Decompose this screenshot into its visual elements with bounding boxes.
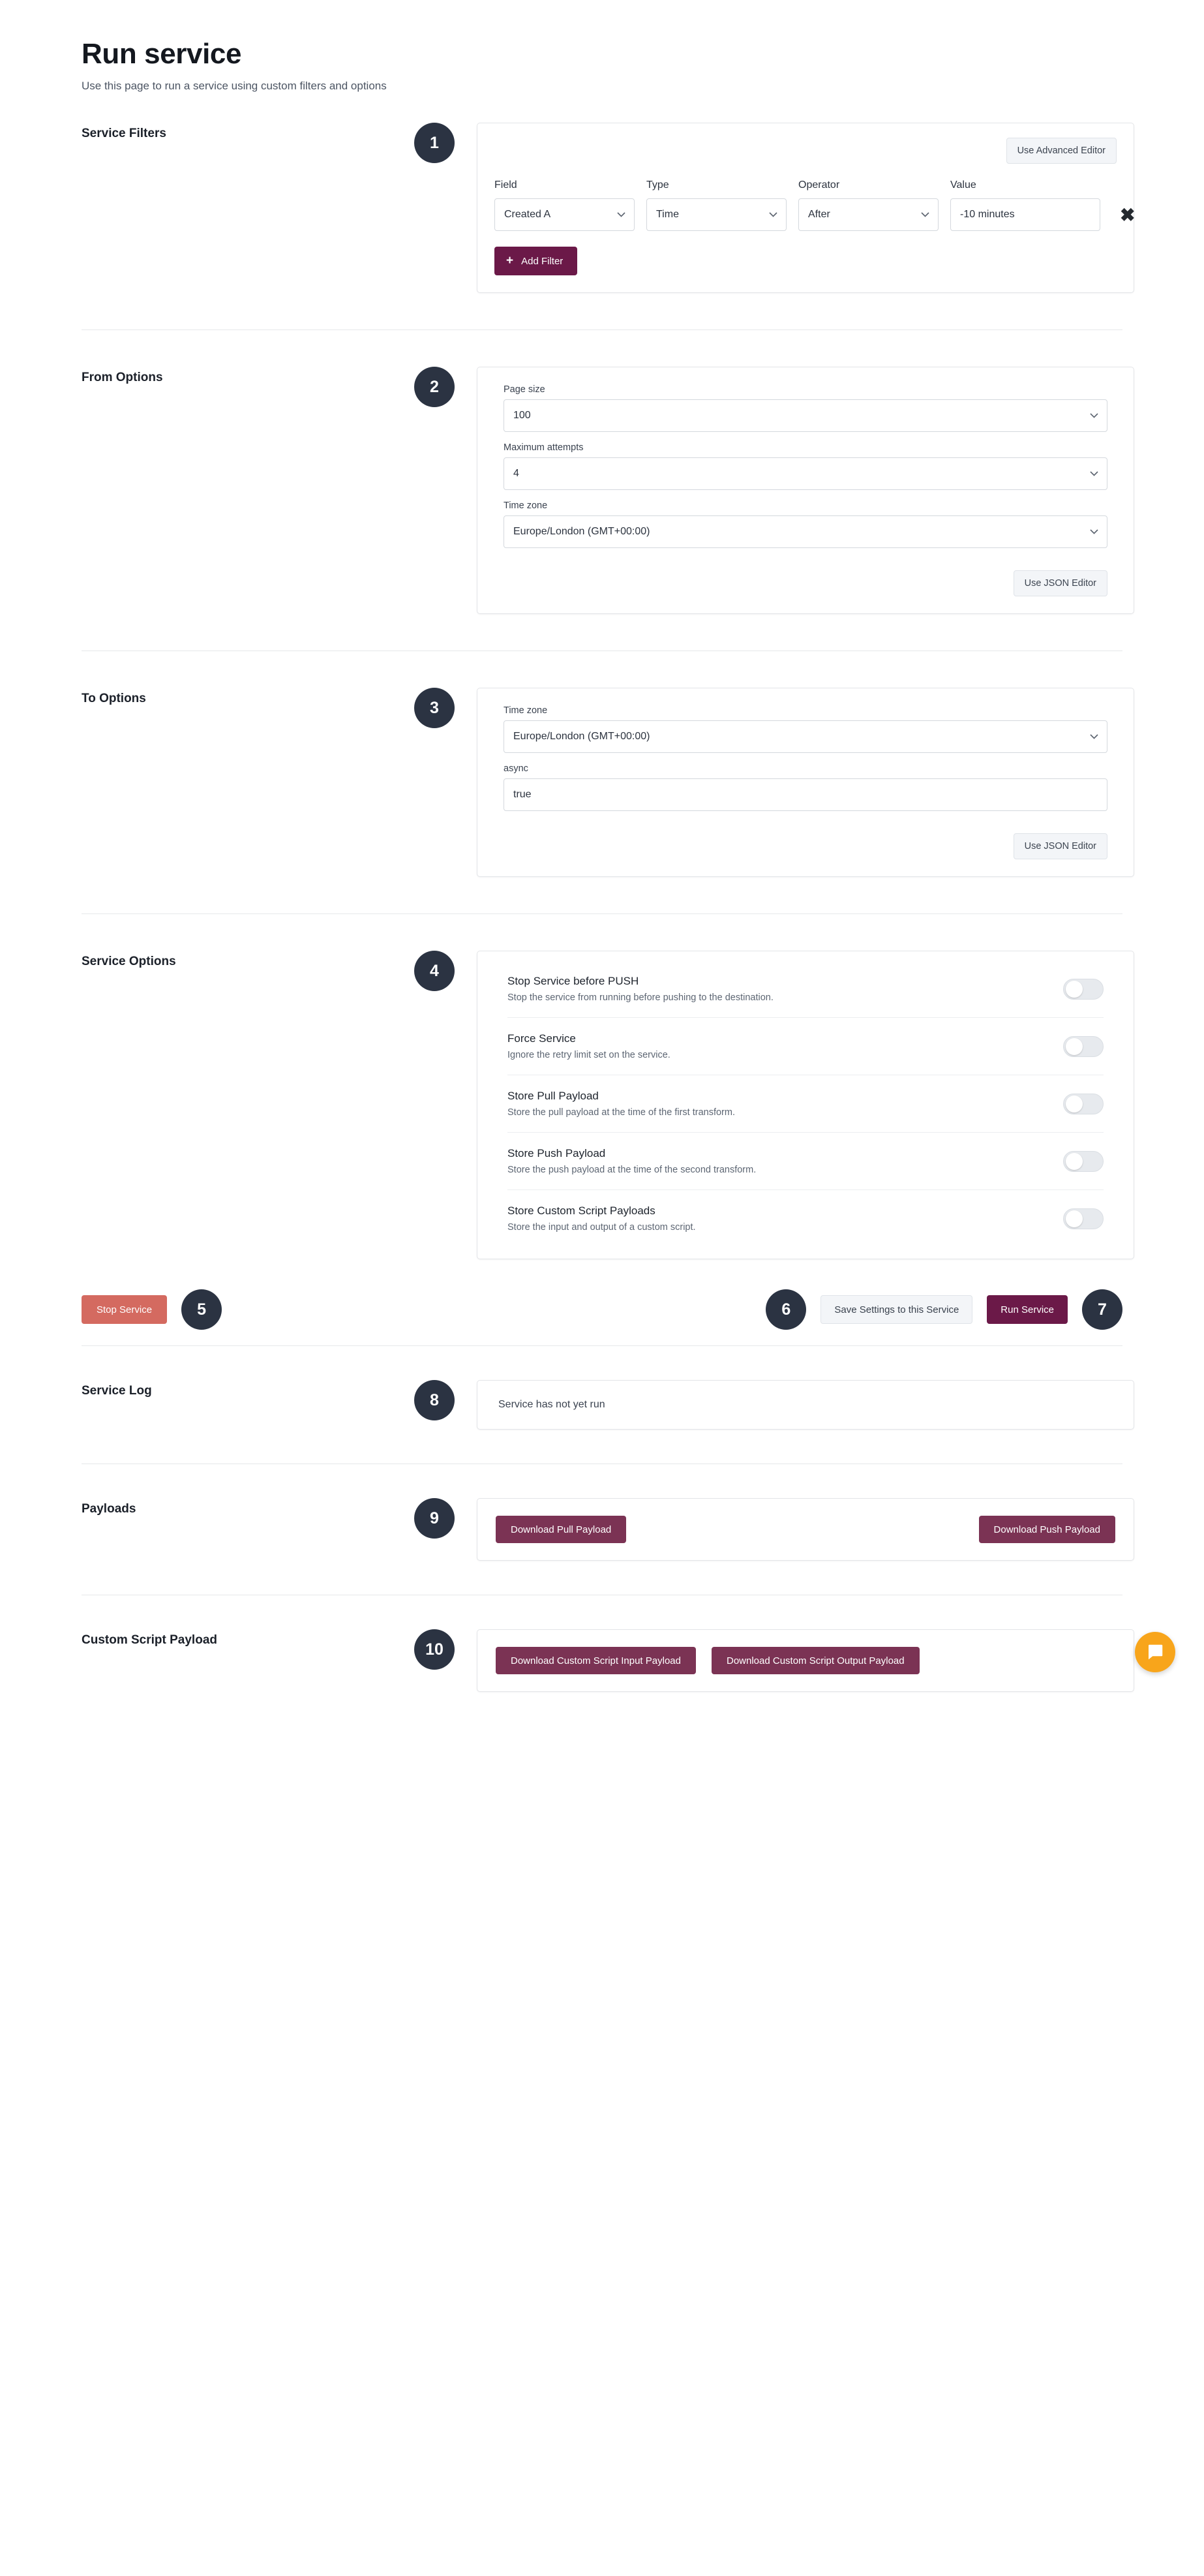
toggle-store-push-payload[interactable] bbox=[1063, 1151, 1104, 1172]
toggle-knob bbox=[1066, 1038, 1083, 1055]
to-async-label: async bbox=[504, 763, 528, 774]
section-label-service-log: Service Log bbox=[82, 1384, 152, 1398]
run-service-button[interactable]: Run Service bbox=[987, 1295, 1068, 1324]
service-option-desc: Store the push payload at the time of the second transform. bbox=[507, 1165, 757, 1175]
download-pull-payload-button[interactable]: Download Pull Payload bbox=[496, 1516, 626, 1543]
service-filters-card bbox=[477, 123, 1134, 293]
toggle-stop-service-before-push[interactable] bbox=[1063, 979, 1104, 1000]
from-timezone-select[interactable] bbox=[504, 515, 1107, 548]
use-advanced-editor-button[interactable]: Use Advanced Editor bbox=[1006, 138, 1117, 164]
filter-type-value: Time bbox=[656, 209, 679, 220]
remove-filter-icon[interactable]: ✖ bbox=[1120, 205, 1136, 225]
section-label-custom-script-payload: Custom Script Payload bbox=[82, 1633, 217, 1647]
service-option-row bbox=[507, 1133, 1104, 1190]
service-options-card bbox=[477, 951, 1134, 1259]
service-option-row bbox=[507, 1018, 1104, 1075]
from-max-attempts-value: 4 bbox=[513, 468, 519, 479]
filter-type-column bbox=[646, 179, 787, 231]
service-option-text bbox=[507, 1147, 756, 1175]
filter-type-select[interactable] bbox=[646, 198, 787, 231]
section-label-service-filters: Service Filters bbox=[82, 127, 166, 140]
chat-bubble-icon[interactable] bbox=[1135, 1632, 1175, 1672]
payloads-card bbox=[477, 1498, 1134, 1561]
toggle-store-custom-script-payloads[interactable] bbox=[1063, 1208, 1104, 1229]
step-badge-7: 7 bbox=[1082, 1289, 1122, 1330]
filter-operator-column bbox=[798, 179, 939, 231]
filter-field-header: Field bbox=[494, 179, 517, 191]
from-timezone-field bbox=[504, 500, 1107, 548]
chevron-down-icon bbox=[1090, 413, 1098, 418]
section-to-options bbox=[74, 688, 1130, 877]
action-bar-left bbox=[82, 1289, 222, 1330]
from-page-size-field bbox=[504, 384, 1107, 432]
from-page-size-value: 100 bbox=[513, 410, 531, 421]
from-timezone-value: Europe/London (GMT+00:00) bbox=[513, 526, 650, 537]
advanced-editor-row bbox=[494, 138, 1117, 164]
step-badge-4: 4 bbox=[414, 951, 455, 991]
service-log-card bbox=[477, 1380, 1134, 1430]
chevron-down-icon bbox=[1090, 529, 1098, 534]
add-filter-button[interactable] bbox=[494, 247, 577, 275]
custom-script-payload-card bbox=[477, 1629, 1134, 1692]
step-badge-5: 5 bbox=[181, 1289, 222, 1330]
filter-field-select[interactable] bbox=[494, 198, 635, 231]
filter-field-column bbox=[494, 179, 635, 231]
to-timezone-value: Europe/London (GMT+00:00) bbox=[513, 731, 650, 742]
step-badge-1: 1 bbox=[414, 123, 455, 163]
filter-operator-header: Operator bbox=[798, 179, 840, 191]
from-max-attempts-select[interactable] bbox=[504, 457, 1107, 490]
service-option-title: Force Service bbox=[507, 1032, 576, 1045]
section-from-options bbox=[74, 367, 1130, 614]
chevron-down-icon bbox=[921, 212, 929, 217]
section-service-filters bbox=[74, 123, 1136, 293]
from-options-card bbox=[477, 367, 1134, 614]
to-async-input[interactable] bbox=[504, 778, 1107, 811]
action-bar bbox=[74, 1289, 1130, 1330]
save-settings-button[interactable]: Save Settings to this Service bbox=[820, 1295, 972, 1324]
service-option-title: Store Pull Payload bbox=[507, 1090, 599, 1102]
filter-operator-value: After bbox=[808, 209, 830, 220]
from-max-attempts-label: Maximum attempts bbox=[504, 442, 584, 453]
page-subtitle: Use this page to run a service using custom filters and options bbox=[82, 80, 387, 92]
service-option-text bbox=[507, 1090, 735, 1118]
page-content bbox=[74, 38, 1136, 1692]
divider-3 bbox=[82, 913, 1122, 914]
service-option-text bbox=[507, 975, 774, 1003]
toggle-knob bbox=[1066, 1210, 1083, 1227]
to-json-editor-row bbox=[504, 821, 1107, 863]
action-bar-right bbox=[766, 1289, 1122, 1330]
section-label-payloads: Payloads bbox=[82, 1502, 136, 1516]
to-async-field bbox=[504, 763, 1107, 811]
filter-type-header: Type bbox=[646, 179, 669, 191]
toggle-knob bbox=[1066, 1096, 1083, 1112]
toggle-force-service[interactable] bbox=[1063, 1036, 1104, 1057]
section-label-from-options: From Options bbox=[82, 371, 163, 384]
service-option-row bbox=[507, 1190, 1104, 1247]
step-badge-10: 10 bbox=[414, 1629, 455, 1670]
service-option-desc: Stop the service from running before pushing to the destination. bbox=[507, 992, 774, 1003]
toggle-store-pull-payload[interactable] bbox=[1063, 1094, 1104, 1114]
service-option-title: Store Custom Script Payloads bbox=[507, 1204, 655, 1217]
step-badge-8: 8 bbox=[414, 1380, 455, 1420]
from-timezone-label: Time zone bbox=[504, 500, 548, 511]
service-option-row bbox=[507, 960, 1104, 1018]
from-page-size-label: Page size bbox=[504, 384, 545, 395]
filter-operator-select[interactable] bbox=[798, 198, 939, 231]
to-use-json-editor-button[interactable]: Use JSON Editor bbox=[1014, 833, 1107, 859]
chat-glyph-icon bbox=[1145, 1642, 1165, 1662]
filter-value-column bbox=[950, 179, 1100, 231]
from-page-size-select[interactable] bbox=[504, 399, 1107, 432]
filter-value-input[interactable] bbox=[950, 198, 1100, 231]
download-custom-script-input-button[interactable]: Download Custom Script Input Payload bbox=[496, 1647, 696, 1674]
filter-value-text: -10 minutes bbox=[960, 209, 1015, 220]
step-badge-2: 2 bbox=[414, 367, 455, 407]
toggle-knob bbox=[1066, 981, 1083, 998]
toggle-knob bbox=[1066, 1153, 1083, 1170]
section-service-log bbox=[74, 1380, 1130, 1430]
page-title: Run service bbox=[82, 38, 242, 70]
add-filter-label: Add Filter bbox=[521, 255, 564, 267]
to-timezone-field bbox=[504, 705, 1107, 753]
step-badge-6: 6 bbox=[766, 1289, 806, 1330]
service-option-desc: Store the pull payload at the time of the first transform. bbox=[507, 1107, 735, 1118]
section-label-to-options: To Options bbox=[82, 692, 146, 705]
chevron-down-icon bbox=[617, 212, 625, 217]
chevron-down-icon bbox=[1090, 734, 1098, 739]
from-max-attempts-field bbox=[504, 442, 1107, 490]
chevron-down-icon bbox=[1090, 471, 1098, 476]
to-timezone-label: Time zone bbox=[504, 705, 548, 716]
chevron-down-icon bbox=[769, 212, 777, 217]
from-json-editor-row bbox=[504, 559, 1107, 600]
step-badge-9: 9 bbox=[414, 1498, 455, 1539]
to-timezone-select[interactable] bbox=[504, 720, 1107, 753]
to-async-value: true bbox=[513, 789, 532, 800]
step-badge-3: 3 bbox=[414, 688, 455, 728]
download-push-payload-button[interactable]: Download Push Payload bbox=[979, 1516, 1115, 1543]
download-custom-script-output-button[interactable]: Download Custom Script Output Payload bbox=[712, 1647, 920, 1674]
service-option-desc: Store the input and output of a custom script. bbox=[507, 1222, 696, 1233]
divider-4 bbox=[82, 1345, 1122, 1346]
filter-field-value: Created A bbox=[504, 209, 551, 220]
filter-row bbox=[494, 179, 1136, 231]
service-option-desc: Ignore the retry limit set on the service. bbox=[507, 1050, 670, 1060]
service-option-text bbox=[507, 1032, 670, 1060]
to-options-card bbox=[477, 688, 1134, 877]
plus-icon: + bbox=[506, 254, 514, 268]
section-payloads bbox=[74, 1498, 1130, 1561]
filter-value-header: Value bbox=[950, 179, 976, 191]
service-log-message: Service has not yet run bbox=[498, 1399, 605, 1410]
service-option-text bbox=[507, 1204, 696, 1233]
from-use-json-editor-button[interactable]: Use JSON Editor bbox=[1014, 570, 1107, 596]
stop-service-button[interactable]: Stop Service bbox=[82, 1295, 167, 1324]
section-custom-script-payload bbox=[74, 1629, 1130, 1692]
service-option-row bbox=[507, 1075, 1104, 1133]
section-label-service-options: Service Options bbox=[82, 955, 176, 968]
section-service-options bbox=[74, 951, 1130, 1259]
service-option-title: Store Push Payload bbox=[507, 1147, 606, 1159]
service-option-title: Stop Service before PUSH bbox=[507, 975, 639, 987]
